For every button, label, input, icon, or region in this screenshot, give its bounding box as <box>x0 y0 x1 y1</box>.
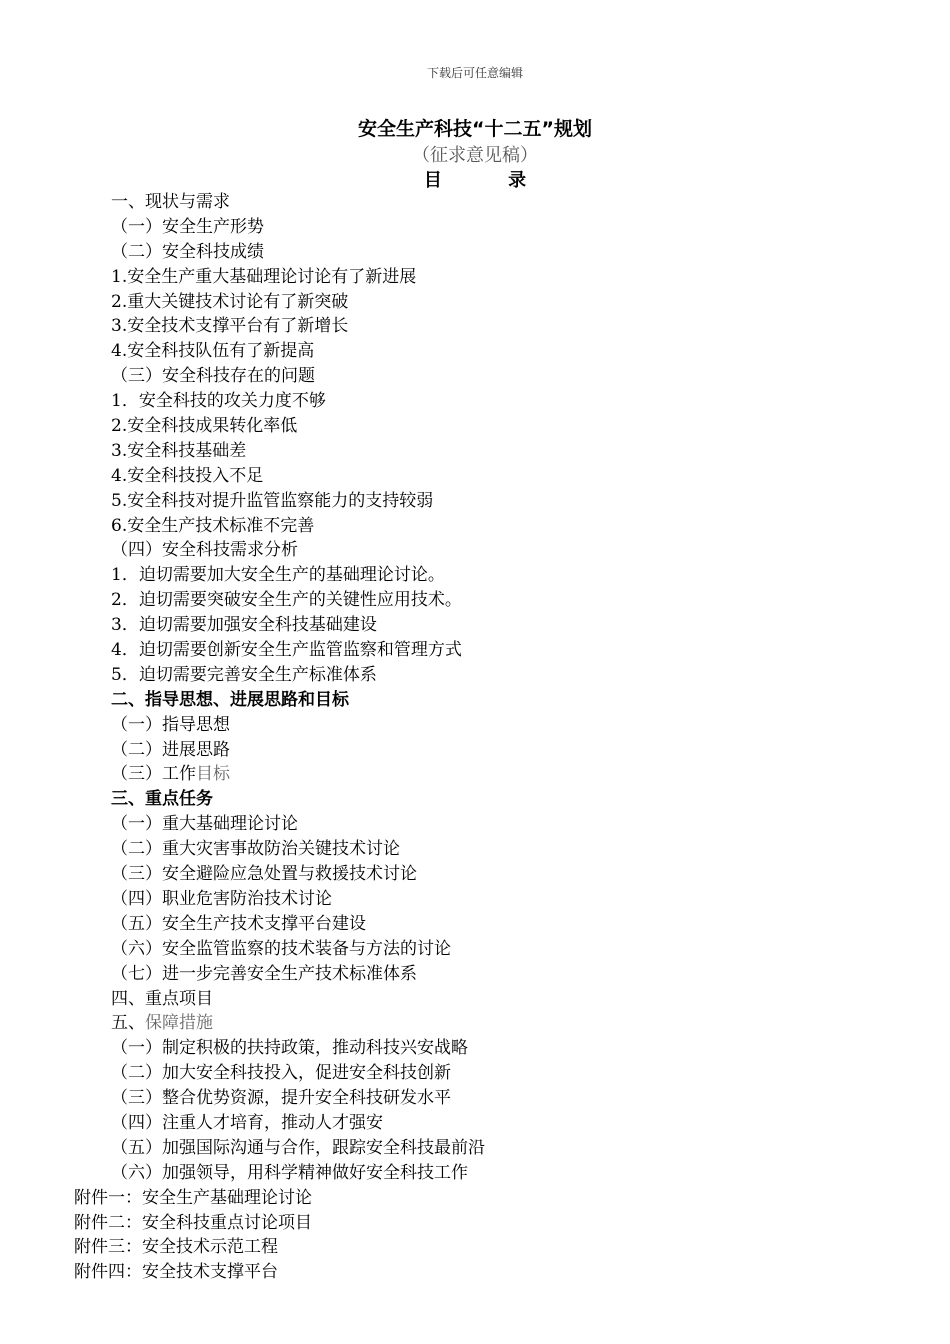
toc-entry-text: （六）安全监管监察的技术装备与方法的讨论 <box>111 938 451 959</box>
toc-entry-text: 五、 <box>111 1013 145 1034</box>
toc-entry <box>0 613 950 638</box>
toc-entry-text: （二）进展思路 <box>111 739 230 760</box>
toc-entry <box>0 514 950 539</box>
toc-entry <box>0 489 950 514</box>
toc-entry <box>0 962 950 987</box>
toc-entry-text: 5．迫切需要完善安全生产标准体系 <box>111 664 377 685</box>
toc-entry <box>0 987 950 1012</box>
toc-entry-text: 附件一：安全生产基础理论讨论 <box>74 1187 312 1208</box>
toc-entry-text: （一）重大基础理论讨论 <box>111 814 298 835</box>
toc-entry-text: （二）重大灾害事故防治关键技术讨论 <box>111 839 400 860</box>
toc-entry <box>0 812 950 837</box>
toc-entry <box>0 215 950 240</box>
toc-entry <box>0 314 950 339</box>
toc-entry-text: 1．安全科技的攻关力度不够 <box>111 391 326 412</box>
toc-entry <box>0 563 950 588</box>
document-subtitle: （征求意见稿） <box>412 145 538 166</box>
toc-entry-text: 四、重点项目 <box>111 988 213 1009</box>
toc-entry-text: 2.安全科技成果转化率低 <box>111 416 298 437</box>
toc-entry-text: （二）加大安全科技投入，促进安全科技创新 <box>111 1063 451 1084</box>
toc-entry-text: （二）安全科技成绩 <box>111 241 264 262</box>
toc-entry-text: 附件二：安全科技重点讨论项目 <box>74 1212 312 1233</box>
page-header-note: 下载后可任意编辑 <box>426 66 523 80</box>
toc-entry <box>0 713 950 738</box>
toc-entry-text: 2.重大关键技术讨论有了新突破 <box>111 291 349 312</box>
toc-entry <box>0 1235 950 1260</box>
toc-entry <box>0 538 950 563</box>
toc-entry-text: （五）加强国际沟通与合作，跟踪安全科技最前沿 <box>111 1137 485 1158</box>
toc-entry <box>0 290 950 315</box>
toc-entry <box>0 464 950 489</box>
toc-entry-text: （三）安全避险应急处置与救援技术讨论 <box>111 864 417 885</box>
toc-entry-text: 5.安全科技对提升监管监察能力的支持较弱 <box>111 490 434 511</box>
toc-heading: 目 录 <box>423 170 557 191</box>
toc-entry <box>0 1211 950 1236</box>
toc-entry-text: 1．迫切需要加大安全生产的基础理论讨论。 <box>111 565 445 586</box>
toc-entry-text: （三）安全科技存在的问题 <box>111 366 315 387</box>
toc-entry-text: （七）进一步完善安全生产技术标准体系 <box>111 963 417 984</box>
toc-entry <box>0 339 950 364</box>
toc-entry-tail-text: 保障措施 <box>145 1013 213 1034</box>
toc-entry <box>0 389 950 414</box>
toc-entry-text: （三）工作 <box>111 764 196 785</box>
toc-entry <box>0 364 950 389</box>
toc-entry <box>0 240 950 265</box>
toc-entry <box>0 937 950 962</box>
toc-entry <box>0 439 950 464</box>
toc-entry <box>0 1136 950 1161</box>
toc-entry-text: 6.安全生产技术标准不完善 <box>111 515 315 536</box>
toc-entry <box>0 190 950 215</box>
toc-entry-text: 4.安全科技队伍有了新提高 <box>111 341 315 362</box>
toc-entry <box>0 1260 950 1285</box>
toc-entry <box>0 912 950 937</box>
toc-entry <box>0 414 950 439</box>
toc-entry <box>0 588 950 613</box>
toc-entry-text: 三、重点任务 <box>111 789 213 810</box>
toc-entry-text: 附件三：安全技术示范工程 <box>74 1237 278 1258</box>
toc-entry-text: （一）制定积极的扶持政策，推动科技兴安战略 <box>111 1038 468 1059</box>
toc-entry-text: （五）安全生产技术支撑平台建设 <box>111 913 366 934</box>
toc-entry-text: （一）指导思想 <box>111 714 230 735</box>
toc-entry-text: （三）整合优势资源，提升安全科技研发水平 <box>111 1088 451 1109</box>
toc-entry-text: （四）职业危害防治技术讨论 <box>111 888 332 909</box>
toc-entry <box>0 787 950 812</box>
toc-entry-text: 二、指导思想、进展思路和目标 <box>111 689 349 710</box>
toc-entry <box>0 862 950 887</box>
document-title: 安全生产科技“十二五”规划 <box>358 118 592 140</box>
toc-entry <box>0 688 950 713</box>
toc-entry-tail-text: 目标 <box>196 764 230 785</box>
toc-entry-text: （一）安全生产形势 <box>111 216 264 237</box>
toc-entry <box>0 1111 950 1136</box>
toc-entry <box>0 638 950 663</box>
table-of-contents <box>0 190 950 1285</box>
toc-entry <box>0 1011 950 1036</box>
toc-entry-text: 3.安全技术支撑平台有了新增长 <box>111 316 349 337</box>
toc-entry-text: 4．迫切需要创新安全生产监管监察和管理方式 <box>111 640 462 661</box>
toc-entry <box>0 663 950 688</box>
toc-entry-text: 2．迫切需要突破安全生产的关键性应用技术。 <box>111 590 462 611</box>
toc-entry <box>0 762 950 787</box>
toc-entry <box>0 265 950 290</box>
toc-entry <box>0 1161 950 1186</box>
toc-entry-text: 3.安全科技基础差 <box>111 440 247 461</box>
toc-entry-text: 3．迫切需要加强安全科技基础建设 <box>111 615 377 636</box>
toc-entry <box>0 837 950 862</box>
toc-entry-text: 一、现状与需求 <box>111 192 230 212</box>
toc-entry-text: （四）注重人才培育，推动人才强安 <box>111 1112 383 1133</box>
toc-entry-text: （六）加强领导，用科学精神做好安全科技工作 <box>111 1162 468 1183</box>
toc-entry-text: （四）安全科技需求分析 <box>111 540 298 561</box>
toc-entry <box>0 1086 950 1111</box>
toc-entry <box>0 738 950 763</box>
toc-entry-text: 附件四：安全技术支撑平台 <box>74 1262 278 1283</box>
toc-entry-text: 4.安全科技投入不足 <box>111 465 264 486</box>
toc-entry <box>0 1186 950 1211</box>
toc-entry <box>0 887 950 912</box>
toc-entry-text: 1.安全生产重大基础理论讨论有了新进展 <box>111 266 417 287</box>
toc-entry <box>0 1036 950 1061</box>
toc-entry <box>0 1061 950 1086</box>
